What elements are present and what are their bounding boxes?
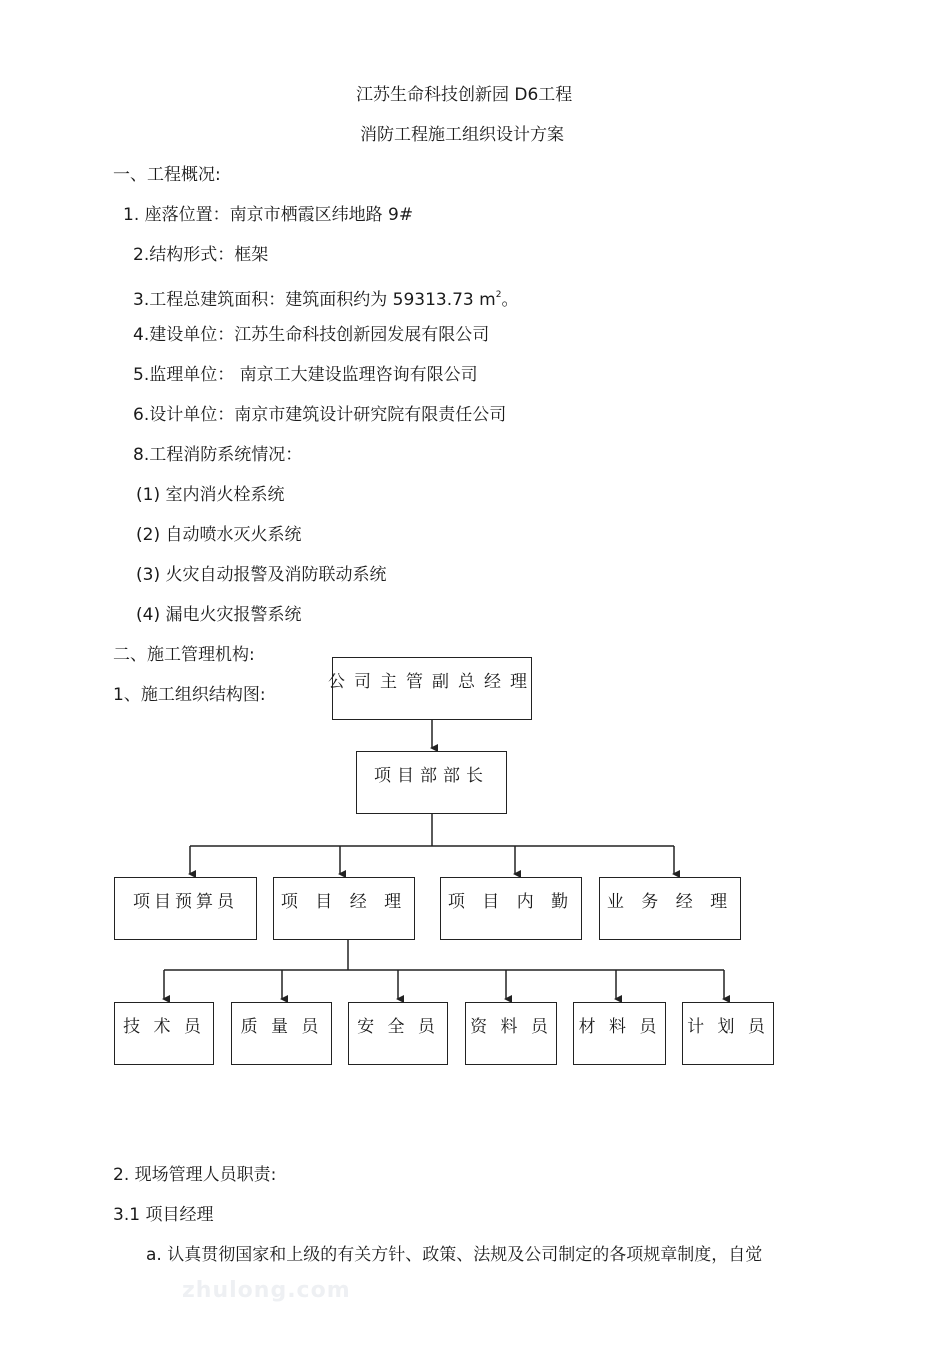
org-box-technician: 技 术 员	[114, 1002, 214, 1065]
info-item-supervisor: 5.监理单位： 南京工大建设监理咨询有限公司	[133, 365, 478, 385]
org-box-materials-officer: 材 料 员	[573, 1002, 666, 1065]
org-box-document-officer: 资 料 员	[465, 1002, 557, 1065]
org-chart-heading: 1、施工组织结构图:	[113, 685, 266, 705]
org-box-project-manager: 项 目 经 理	[273, 877, 415, 940]
title-line-1: 江苏生命科技创新园 D6工程	[356, 85, 573, 105]
org-box-safety-officer: 安 全 员	[348, 1002, 448, 1065]
system-item-3: (3) 火灾自动报警及消防联动系统	[136, 565, 387, 585]
org-box-quality-officer: 质 量 员	[231, 1002, 332, 1065]
section-3-1-heading: 3.1 项目经理	[113, 1205, 214, 1225]
area-superscript: 2	[495, 290, 502, 300]
info-item-owner: 4.建设单位：江苏生命科技创新园发展有限公司	[133, 325, 490, 345]
title-line-2: 消防工程施工组织设计方案	[360, 125, 564, 145]
system-item-1: (1) 室内消火栓系统	[136, 485, 285, 505]
org-box-planning-officer: 计 划 员	[682, 1002, 774, 1065]
area-suffix: 。	[501, 290, 519, 310]
org-box-deputy-gm: 公司主管副总经理	[332, 657, 532, 720]
org-box-business-manager: 业 务 经 理	[599, 877, 741, 940]
org-box-office-staff: 项 目 内 勤	[440, 877, 582, 940]
watermark: zhulong.com	[182, 1278, 351, 1303]
section-1-heading: 一、工程概况:	[113, 165, 221, 185]
system-item-4: (4) 漏电火灾报警系统	[136, 605, 302, 625]
area-text: 3.工程总建筑面积：建筑面积约为 59313.73 m	[133, 290, 496, 310]
info-item-location: 1. 座落位置：南京市栖霞区纬地路 9#	[123, 205, 414, 225]
info-item-structure: 2.结构形式：框架	[133, 245, 269, 265]
system-item-2: (2) 自动喷水灭火系统	[136, 525, 302, 545]
info-item-fire-systems: 8.工程消防系统情况：	[133, 445, 303, 465]
section-3-heading: 2. 现场管理人员职责:	[113, 1165, 277, 1185]
section-2-heading: 二、施工管理机构:	[113, 645, 255, 665]
duties-paragraph: a. 认真贯彻国家和上级的有关方针、政策、法规及公司制定的各项规章制度，自觉	[146, 1245, 763, 1265]
org-box-project-director: 项目部部长	[356, 751, 507, 814]
info-item-designer: 6.设计单位：南京市建筑设计研究院有限责任公司	[133, 405, 507, 425]
org-box-budget-officer: 项目预算员	[114, 877, 257, 940]
